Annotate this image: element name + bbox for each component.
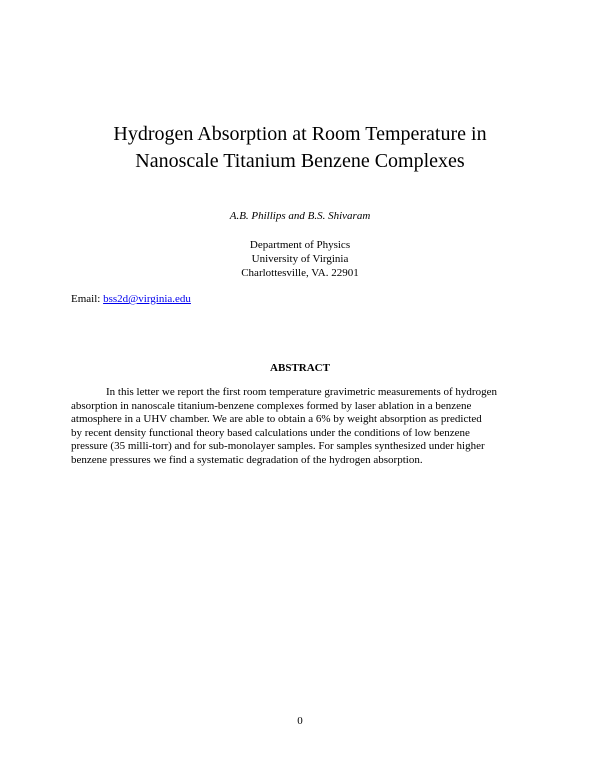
title-line-2: Nanoscale Titanium Benzene Complexes xyxy=(135,150,465,172)
affiliation-block xyxy=(0,238,600,280)
email-line xyxy=(71,292,191,306)
university: University of Virginia xyxy=(251,253,349,265)
title-line-1: Hydrogen Absorption at Room Temperature in xyxy=(113,123,487,145)
abstract-body xyxy=(71,386,529,467)
author-list: A.B. Phillips and B.S. Shivaram xyxy=(229,210,371,222)
department: Department of Physics xyxy=(249,239,351,251)
email-link[interactable]: bss2d@virginia.edu xyxy=(103,293,191,305)
abstract-line: atmosphere in a UHV chamber. We are able to obtain a 6% by weight absorption as predicted xyxy=(71,413,482,425)
abstract-line: benzene pressures we find a systematic degradation of the hydrogen absorption. xyxy=(71,453,423,466)
paper-title xyxy=(0,121,600,175)
location: Charlottesville, VA. 22901 xyxy=(241,267,359,279)
email-label: Email: xyxy=(71,293,101,305)
abstract-line: by recent density functional theory based calculations under the conditions of low benzene xyxy=(71,426,470,439)
page-number: 0 xyxy=(297,715,303,727)
abstract-line: In this letter we report the first room temperature gravimetric measurements of hydrogen xyxy=(106,386,497,398)
abstract-line: absorption in nanoscale titanium-benzene complexes formed by laser ablation in a benzene xyxy=(71,399,472,412)
abstract-line: pressure (35 milli-torr) and for sub-monolayer samples. For samples synthesized under higher xyxy=(71,440,485,452)
abstract-heading: ABSTRACT xyxy=(270,362,330,374)
